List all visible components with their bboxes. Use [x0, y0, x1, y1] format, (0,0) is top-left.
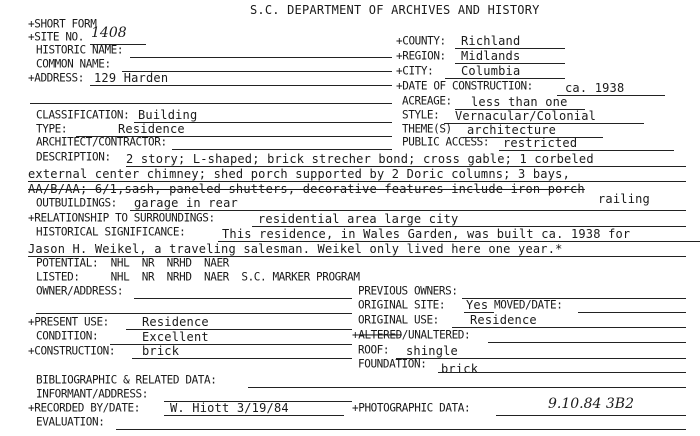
owner-address-line-2 [36, 313, 352, 314]
altered-label [352, 329, 470, 342]
county-value: Richland [461, 34, 521, 48]
acreage-label: ACREAGE: [402, 93, 452, 108]
description-line-3: AA/B/AA; 6/1,sash, paneled shutters, decorative features include iron porch [28, 182, 585, 196]
architect-line [172, 149, 392, 150]
architect-label: ARCHITECT/CONTRACTOR: [36, 134, 167, 149]
original-use-label: ORIGINAL USE: [358, 312, 439, 327]
construction-label: +CONSTRUCTION: [28, 343, 116, 358]
informant-label: INFORMANT/ADDRESS: [36, 386, 149, 401]
address-line [90, 85, 392, 86]
public-access-line [499, 150, 674, 151]
altered-word: ALTERED [358, 327, 402, 342]
altered-line [488, 342, 686, 343]
address-label: +ADDRESS: [28, 70, 85, 85]
present-use-value: Residence [142, 315, 209, 329]
recorded-by-line [164, 415, 344, 416]
description-line-1: 2 story; L-shaped; brick strecher bond; cross gable; 1 corbeled [126, 152, 594, 166]
condition-label: CONDITION: [36, 328, 99, 343]
photographic-data-label: +PHOTOGRAPHIC DATA: [352, 400, 471, 415]
recorded-by-value: W. Hiott 3/19/84 [170, 401, 289, 415]
region-label: +REGION: [396, 48, 446, 63]
address-second-line [30, 103, 392, 104]
historic-name-label: HISTORIC NAME: [36, 42, 124, 57]
original-site-value: Yes [466, 298, 489, 312]
public-access-label: PUBLIC ACCESS: [402, 134, 490, 149]
relationship-value: residential area large city [258, 212, 459, 226]
historical-line-1: This residence, in Wales Garden, was built ca. 1938 for [222, 227, 631, 241]
region-value: Midlands [461, 49, 521, 63]
historical-line-2: Jason H. Weikel, a traveling salesman. Weikel only lived here one year.* [28, 242, 563, 256]
public-access-value: restricted [503, 136, 578, 150]
owner-address-label: OWNER/ADDRESS: [36, 283, 124, 298]
roof-label: ROOF: [358, 342, 390, 357]
photographic-data-line [496, 415, 686, 416]
site-no-value: 1408 [91, 25, 127, 41]
description-label: DESCRIPTION: [36, 149, 111, 164]
type-label: TYPE: [36, 121, 68, 136]
original-use-line [452, 327, 686, 328]
relationship-label: +RELATIONSHIP TO SURROUNDINGS: [28, 210, 215, 225]
city-label: +CITY: [396, 63, 434, 78]
moved-date-line [578, 312, 686, 313]
listed-label: LISTED: NHL NR NRHD NAER S.C. MARKER PROGRAM [36, 269, 360, 284]
short-form-label: +SHORT FORM [28, 16, 97, 31]
date-of-construction-value: ca. 1938 [565, 81, 625, 95]
common-name-label: COMMON NAME: [36, 56, 111, 71]
historical-significance-label: HISTORICAL SIGNIFICANCE: [36, 224, 186, 239]
evaluation-line [116, 429, 686, 430]
recorded-by-label: +RECORDED BY/DATE: [28, 400, 141, 415]
construction-line [132, 358, 352, 359]
foundation-line [438, 372, 686, 373]
unaltered-word: /UNALTERED: [401, 327, 471, 342]
foundation-value: brick [441, 362, 479, 376]
city-value: Columbia [461, 64, 521, 78]
classification-value: Building [138, 108, 198, 122]
present-use-label: +PRESENT USE: [28, 314, 109, 329]
style-value: Vernacular/Colonial [455, 109, 597, 123]
themes-label: THEME(S) [402, 121, 452, 136]
acreage-value: less than one [471, 95, 568, 109]
style-label: STYLE: [402, 107, 440, 122]
themes-value: architecture [467, 123, 557, 137]
description-railing: railing [598, 192, 650, 206]
potential-label: POTENTIAL: NHL NR NRHD NAER [36, 255, 229, 270]
historic-name-line [130, 57, 392, 58]
original-use-value: Residence [470, 313, 537, 327]
condition-value: Excellent [142, 330, 209, 344]
bibliographic-line [248, 387, 686, 388]
site-no-label: +SITE NO. [28, 29, 85, 44]
moved-date-label: MOVED/DATE: [494, 297, 563, 312]
owner-address-line [134, 298, 352, 299]
original-site-label: ORIGINAL SITE: [358, 297, 446, 312]
foundation-label: FOUNDATION: [358, 356, 427, 371]
date-of-construction-label: +DATE OF CONSTRUCTION: [396, 78, 533, 93]
page-title: S.C. DEPARTMENT OF ARCHIVES AND HISTORY [250, 3, 540, 17]
description-line-2: external center chimney; shed porch supported by 2 Doric columns; 3 bays, [28, 167, 570, 181]
roof-line [396, 358, 686, 359]
previous-owners-label: PREVIOUS OWNERS: [358, 283, 458, 298]
construction-value: brick [142, 344, 180, 358]
date-line [557, 95, 665, 96]
address-value: 129 Harden [94, 71, 169, 85]
county-label: +COUNTY: [396, 33, 446, 48]
outbuildings-value: garage in rear [134, 196, 238, 210]
roof-value: shingle [406, 344, 458, 358]
photographic-data-value: 9.10.84 3B2 [548, 396, 634, 412]
altered-prefix: + [352, 327, 359, 342]
type-value: Residence [118, 122, 185, 136]
classification-label: CLASSIFICATION: [36, 107, 130, 122]
bibliographic-label: BIBLIOGRAPHIC & RELATED DATA: [36, 372, 217, 387]
outbuildings-label: OUTBUILDINGS: [36, 195, 117, 210]
evaluation-label: EVALUATION: [36, 414, 105, 429]
